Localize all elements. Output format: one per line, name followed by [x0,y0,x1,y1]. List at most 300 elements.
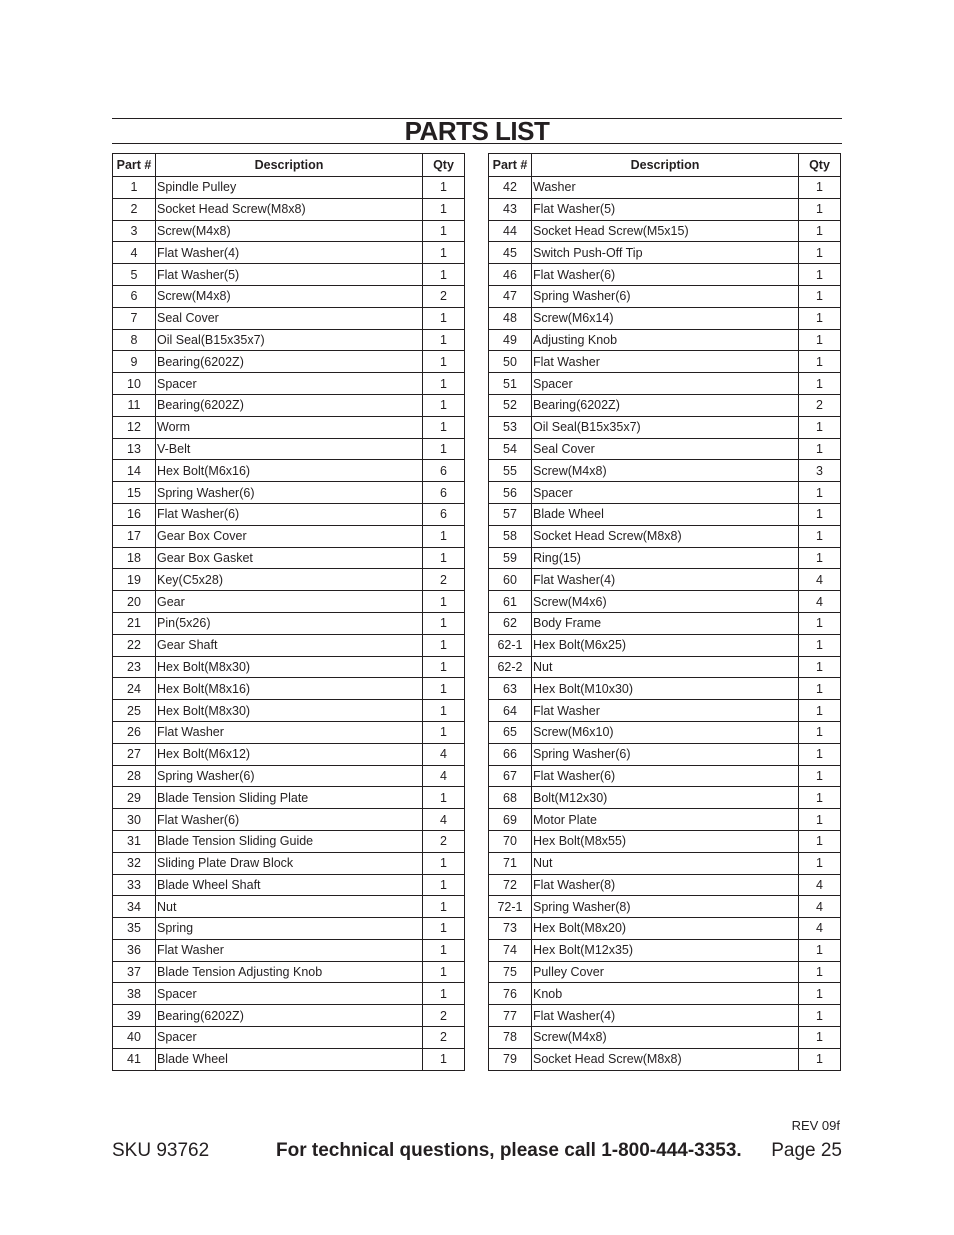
table-row [113,961,465,983]
description-cell: Hex Bolt(M8x16) [156,678,423,700]
table-row [113,678,465,700]
description-cell: Motor Plate [532,809,799,831]
table-row [489,1027,841,1049]
table-row [489,242,841,264]
description-cell: Blade Wheel [532,503,799,525]
table-row [113,591,465,613]
table-row [113,264,465,286]
table-row [489,787,841,809]
technical-help-text: For technical questions, please call 1-800-444-3353. [276,1140,742,1161]
table-row [113,612,465,634]
quantity-cell: 1 [423,918,465,940]
part-number-cell: 34 [113,896,156,918]
part-number-cell: 47 [489,285,532,307]
description-cell: Gear Shaft [156,634,423,656]
description-cell: Oil Seal(B15x35x7) [156,329,423,351]
table-row [489,351,841,373]
table-row [113,721,465,743]
table-row [113,830,465,852]
quantity-cell: 1 [799,634,841,656]
table-row [489,329,841,351]
description-cell: Screw(M6x14) [532,307,799,329]
quantity-cell: 1 [423,547,465,569]
table-row [113,809,465,831]
quantity-cell: 4 [799,591,841,613]
description-cell: Flat Washer(4) [156,242,423,264]
description-cell: Ring(15) [532,547,799,569]
part-number-cell: 52 [489,394,532,416]
quantity-cell: 1 [799,852,841,874]
table-row [113,743,465,765]
quantity-cell: 6 [423,503,465,525]
part-number-cell: 37 [113,961,156,983]
description-cell: Seal Cover [532,438,799,460]
table-row [489,307,841,329]
table-row [113,220,465,242]
description-cell: Screw(M4x6) [532,591,799,613]
quantity-cell: 1 [423,198,465,220]
quantity-cell: 1 [799,198,841,220]
description-cell: Hex Bolt(M8x20) [532,918,799,940]
part-number-cell: 36 [113,939,156,961]
quantity-cell: 4 [799,874,841,896]
table-row [489,612,841,634]
table-row [113,1027,465,1049]
table-row [489,503,841,525]
description-cell: Bearing(6202Z) [156,351,423,373]
table-row [113,939,465,961]
part-number-cell: 69 [489,809,532,831]
part-number-cell: 62-2 [489,656,532,678]
description-cell: Pulley Cover [532,961,799,983]
quantity-cell: 1 [799,612,841,634]
table-row [489,591,841,613]
table-row [489,743,841,765]
description-cell: Spacer [532,373,799,395]
part-number-cell: 11 [113,394,156,416]
part-number-cell: 79 [489,1048,532,1070]
quantity-cell: 6 [423,460,465,482]
quantity-cell: 1 [423,939,465,961]
table-row [113,329,465,351]
description-cell: Socket Head Screw(M8x8) [532,1048,799,1070]
part-number-cell: 4 [113,242,156,264]
title-rule-bottom [112,143,842,144]
table-header-row [113,154,465,177]
description-cell: Blade Wheel Shaft [156,874,423,896]
quantity-cell: 1 [799,503,841,525]
part-number-cell: 57 [489,503,532,525]
part-number-cell: 18 [113,547,156,569]
part-number-cell: 16 [113,503,156,525]
part-number-cell: 68 [489,787,532,809]
quantity-cell: 1 [423,852,465,874]
table-row [113,787,465,809]
part-number-cell: 17 [113,525,156,547]
part-number-cell: 14 [113,460,156,482]
quantity-cell: 2 [799,394,841,416]
part-number-cell: 15 [113,482,156,504]
quantity-cell: 1 [799,285,841,307]
description-cell: Spring Washer(8) [532,896,799,918]
part-number-cell: 25 [113,700,156,722]
table-row [113,1005,465,1027]
description-cell: Worm [156,416,423,438]
parts-table-right-body [489,177,841,1071]
quantity-cell: 1 [799,438,841,460]
quantity-cell: 1 [423,242,465,264]
column-header-qty: Qty [423,154,465,177]
table-row [113,525,465,547]
part-number-cell: 56 [489,482,532,504]
part-number-cell: 33 [113,874,156,896]
quantity-cell: 4 [423,765,465,787]
quantity-cell: 1 [799,307,841,329]
quantity-cell: 1 [423,656,465,678]
quantity-cell: 1 [799,830,841,852]
quantity-cell: 1 [799,1005,841,1027]
table-row [489,939,841,961]
description-cell: Flat Washer(4) [532,569,799,591]
table-row [113,569,465,591]
part-number-cell: 2 [113,198,156,220]
description-cell: Blade Wheel [156,1048,423,1070]
part-number-cell: 58 [489,525,532,547]
description-cell: Adjusting Knob [532,329,799,351]
part-number-cell: 59 [489,547,532,569]
quantity-cell: 1 [423,1048,465,1070]
part-number-cell: 65 [489,721,532,743]
description-cell: Screw(M4x8) [532,460,799,482]
table-row [489,177,841,199]
description-cell: Oil Seal(B15x35x7) [532,416,799,438]
part-number-cell: 39 [113,1005,156,1027]
quantity-cell: 1 [423,220,465,242]
quantity-cell: 1 [423,983,465,1005]
description-cell: Bearing(6202Z) [156,1005,423,1027]
part-number-cell: 29 [113,787,156,809]
description-cell: Flat Washer(5) [532,198,799,220]
part-number-cell: 6 [113,285,156,307]
column-header-qty: Qty [799,154,841,177]
table-row [489,961,841,983]
quantity-cell: 1 [799,961,841,983]
part-number-cell: 72-1 [489,896,532,918]
description-cell: Seal Cover [156,307,423,329]
part-number-cell: 31 [113,830,156,852]
column-header-part: Part # [489,154,532,177]
table-row [113,765,465,787]
description-cell: Flat Washer(8) [532,874,799,896]
description-cell: Hex Bolt(M8x30) [156,700,423,722]
table-row [489,460,841,482]
table-row [113,547,465,569]
quantity-cell: 1 [799,983,841,1005]
table-row [489,1048,841,1070]
quantity-cell: 1 [799,939,841,961]
part-number-cell: 28 [113,765,156,787]
quantity-cell: 1 [423,874,465,896]
table-row [489,700,841,722]
quantity-cell: 1 [799,547,841,569]
quantity-cell: 1 [799,177,841,199]
table-row [113,242,465,264]
description-cell: Flat Washer(4) [532,1005,799,1027]
part-number-cell: 76 [489,983,532,1005]
table-row [489,394,841,416]
description-cell: Hex Bolt(M6x25) [532,634,799,656]
part-number-cell: 41 [113,1048,156,1070]
quantity-cell: 1 [423,721,465,743]
description-cell: Gear Box Gasket [156,547,423,569]
part-number-cell: 67 [489,765,532,787]
part-number-cell: 23 [113,656,156,678]
table-row [489,656,841,678]
quantity-cell: 1 [799,242,841,264]
quantity-cell: 1 [423,351,465,373]
quantity-cell: 4 [799,896,841,918]
quantity-cell: 1 [799,329,841,351]
description-cell: Gear Box Cover [156,525,423,547]
table-row [489,678,841,700]
quantity-cell: 1 [423,896,465,918]
quantity-cell: 1 [799,678,841,700]
part-number-cell: 54 [489,438,532,460]
quantity-cell: 2 [423,830,465,852]
table-row [489,983,841,1005]
description-cell: Flat Washer [156,939,423,961]
part-number-cell: 20 [113,591,156,613]
part-number-cell: 70 [489,830,532,852]
table-row [489,569,841,591]
description-cell: Body Frame [532,612,799,634]
table-row [489,918,841,940]
description-cell: Spring Washer(6) [532,743,799,765]
part-number-cell: 1 [113,177,156,199]
part-number-cell: 24 [113,678,156,700]
part-number-cell: 46 [489,264,532,286]
table-row [489,198,841,220]
part-number-cell: 27 [113,743,156,765]
quantity-cell: 4 [423,743,465,765]
table-row [489,634,841,656]
part-number-cell: 61 [489,591,532,613]
description-cell: Bearing(6202Z) [532,394,799,416]
part-number-cell: 66 [489,743,532,765]
description-cell: Flat Washer(6) [532,264,799,286]
description-cell: Bearing(6202Z) [156,394,423,416]
part-number-cell: 45 [489,242,532,264]
description-cell: Flat Washer(6) [532,765,799,787]
description-cell: Washer [532,177,799,199]
description-cell: Flat Washer(6) [156,503,423,525]
table-row [113,852,465,874]
quantity-cell: 3 [799,460,841,482]
column-header-description: Description [532,154,799,177]
description-cell: Hex Bolt(M8x55) [532,830,799,852]
part-number-cell: 13 [113,438,156,460]
quantity-cell: 1 [799,220,841,242]
table-row [489,482,841,504]
description-cell: Nut [156,896,423,918]
quantity-cell: 4 [799,918,841,940]
table-row [113,307,465,329]
quantity-cell: 2 [423,569,465,591]
quantity-cell: 2 [423,285,465,307]
quantity-cell: 1 [799,351,841,373]
part-number-cell: 3 [113,220,156,242]
description-cell: Hex Bolt(M10x30) [532,678,799,700]
table-row [113,285,465,307]
description-cell: Sliding Plate Draw Block [156,852,423,874]
table-row [113,373,465,395]
part-number-cell: 62 [489,612,532,634]
quantity-cell: 1 [423,307,465,329]
table-row [489,285,841,307]
part-number-cell: 72 [489,874,532,896]
description-cell: V-Belt [156,438,423,460]
table-row [113,438,465,460]
part-number-cell: 77 [489,1005,532,1027]
part-number-cell: 50 [489,351,532,373]
description-cell: Screw(M4x8) [156,285,423,307]
table-row [113,351,465,373]
part-number-cell: 32 [113,852,156,874]
quantity-cell: 1 [423,961,465,983]
part-number-cell: 74 [489,939,532,961]
quantity-cell: 1 [799,787,841,809]
quantity-cell: 1 [423,329,465,351]
part-number-cell: 19 [113,569,156,591]
parts-table-left [112,153,465,1071]
quantity-cell: 1 [423,612,465,634]
table-row [113,394,465,416]
description-cell: Blade Tension Sliding Guide [156,830,423,852]
description-cell: Blade Tension Adjusting Knob [156,961,423,983]
quantity-cell: 1 [423,416,465,438]
part-number-cell: 60 [489,569,532,591]
part-number-cell: 55 [489,460,532,482]
description-cell: Nut [532,656,799,678]
parts-table-left-body [113,177,465,1071]
description-cell: Gear [156,591,423,613]
description-cell: Spring [156,918,423,940]
description-cell: Flat Washer [156,721,423,743]
table-row [489,809,841,831]
part-number-cell: 71 [489,852,532,874]
description-cell: Switch Push-Off Tip [532,242,799,264]
description-cell: Flat Washer [532,351,799,373]
description-cell: Spring Washer(6) [532,285,799,307]
description-cell: Spacer [156,373,423,395]
description-cell: Spring Washer(6) [156,765,423,787]
table-row [489,264,841,286]
part-number-cell: 22 [113,634,156,656]
part-number-cell: 49 [489,329,532,351]
quantity-cell: 1 [423,177,465,199]
part-number-cell: 10 [113,373,156,395]
description-cell: Screw(M6x10) [532,721,799,743]
table-row [113,416,465,438]
description-cell: Spacer [532,482,799,504]
part-number-cell: 73 [489,918,532,940]
description-cell: Flat Washer(6) [156,809,423,831]
table-row [113,874,465,896]
part-number-cell: 64 [489,700,532,722]
part-number-cell: 78 [489,1027,532,1049]
sku-label: SKU 93762 [112,1140,210,1161]
part-number-cell: 75 [489,961,532,983]
description-cell: Flat Washer(5) [156,264,423,286]
description-cell: Hex Bolt(M12x35) [532,939,799,961]
table-row [489,874,841,896]
table-row [113,700,465,722]
quantity-cell: 1 [423,438,465,460]
table-row [489,852,841,874]
description-cell: Screw(M4x8) [156,220,423,242]
description-cell: Socket Head Screw(M5x15) [532,220,799,242]
table-row [113,482,465,504]
table-row [113,918,465,940]
quantity-cell: 1 [799,656,841,678]
description-cell: Hex Bolt(M6x12) [156,743,423,765]
part-number-cell: 21 [113,612,156,634]
table-row [489,830,841,852]
table-row [489,373,841,395]
parts-table-right [488,153,841,1071]
table-row [489,1005,841,1027]
table-row [113,177,465,199]
description-cell: Bolt(M12x30) [532,787,799,809]
table-row [489,547,841,569]
description-cell: Pin(5x26) [156,612,423,634]
description-cell: Key(C5x28) [156,569,423,591]
quantity-cell: 1 [423,634,465,656]
table-row [489,721,841,743]
table-row [113,983,465,1005]
quantity-cell: 1 [799,416,841,438]
table-row [489,438,841,460]
part-number-cell: 42 [489,177,532,199]
part-number-cell: 51 [489,373,532,395]
part-number-cell: 9 [113,351,156,373]
quantity-cell: 1 [799,264,841,286]
table-row [489,896,841,918]
table-row [113,460,465,482]
description-cell: Screw(M4x8) [532,1027,799,1049]
quantity-cell: 1 [799,1027,841,1049]
part-number-cell: 38 [113,983,156,1005]
table-row [113,656,465,678]
part-number-cell: 5 [113,264,156,286]
part-number-cell: 63 [489,678,532,700]
quantity-cell: 1 [423,394,465,416]
quantity-cell: 1 [423,373,465,395]
table-row [489,525,841,547]
quantity-cell: 1 [423,525,465,547]
page-number: Page 25 [771,1140,842,1161]
table-row [113,1048,465,1070]
part-number-cell: 7 [113,307,156,329]
part-number-cell: 8 [113,329,156,351]
quantity-cell: 1 [799,700,841,722]
column-header-part: Part # [113,154,156,177]
quantity-cell: 1 [799,525,841,547]
description-cell: Spacer [156,1027,423,1049]
table-row [113,503,465,525]
quantity-cell: 1 [799,743,841,765]
description-cell: Hex Bolt(M8x30) [156,656,423,678]
